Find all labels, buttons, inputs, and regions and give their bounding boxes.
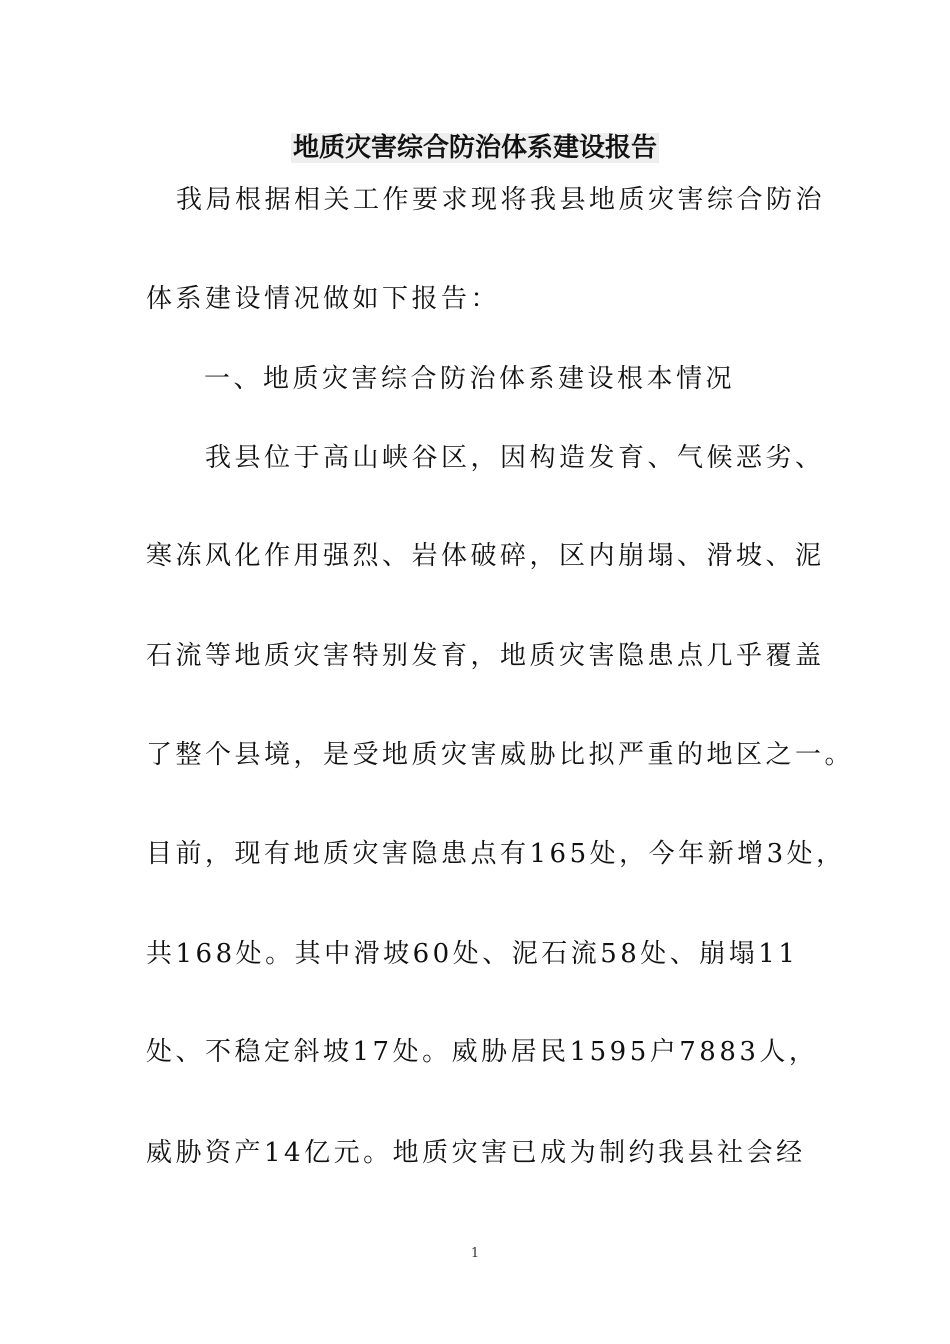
paragraph-line: 我县位于高山峡谷区，因构造发育、气候恶劣、: [205, 443, 825, 473]
paragraph-line: 寒冻风化作用强烈、岩体破碎，区内崩塌、滑坡、泥: [146, 541, 825, 571]
paragraph-line: 我局根据相关工作要求现将我县地质灾害综合防治: [176, 185, 826, 215]
section-heading: 一、地质灾害综合防治体系建设根本情况: [204, 364, 736, 394]
paragraph-line: 石流等地质灾害特别发育，地质灾害隐患点几乎覆盖: [146, 641, 825, 671]
page-number: 1: [470, 1246, 480, 1261]
paragraph-line: 体系建设情况做如下报告：: [146, 284, 501, 314]
paragraph-line: 共168处。其中滑坡60处、泥石流58处、崩塌11: [146, 939, 799, 969]
paragraph-line: 威胁资产14亿元。地质灾害已成为制约我县社会经: [146, 1138, 806, 1168]
document-title: [0, 128, 950, 168]
paragraph-line: 处、不稳定斜坡17处。威胁居民1595户7883人，: [146, 1037, 819, 1067]
paragraph-line: 了整个县境，是受地质灾害威胁比拟严重的地区之一。: [146, 740, 855, 770]
document-title-text: 地质灾害综合防治体系建设报告: [292, 133, 657, 163]
paragraph-line: 目前，现有地质灾害隐患点有165处，今年新增3处，: [146, 839, 846, 869]
